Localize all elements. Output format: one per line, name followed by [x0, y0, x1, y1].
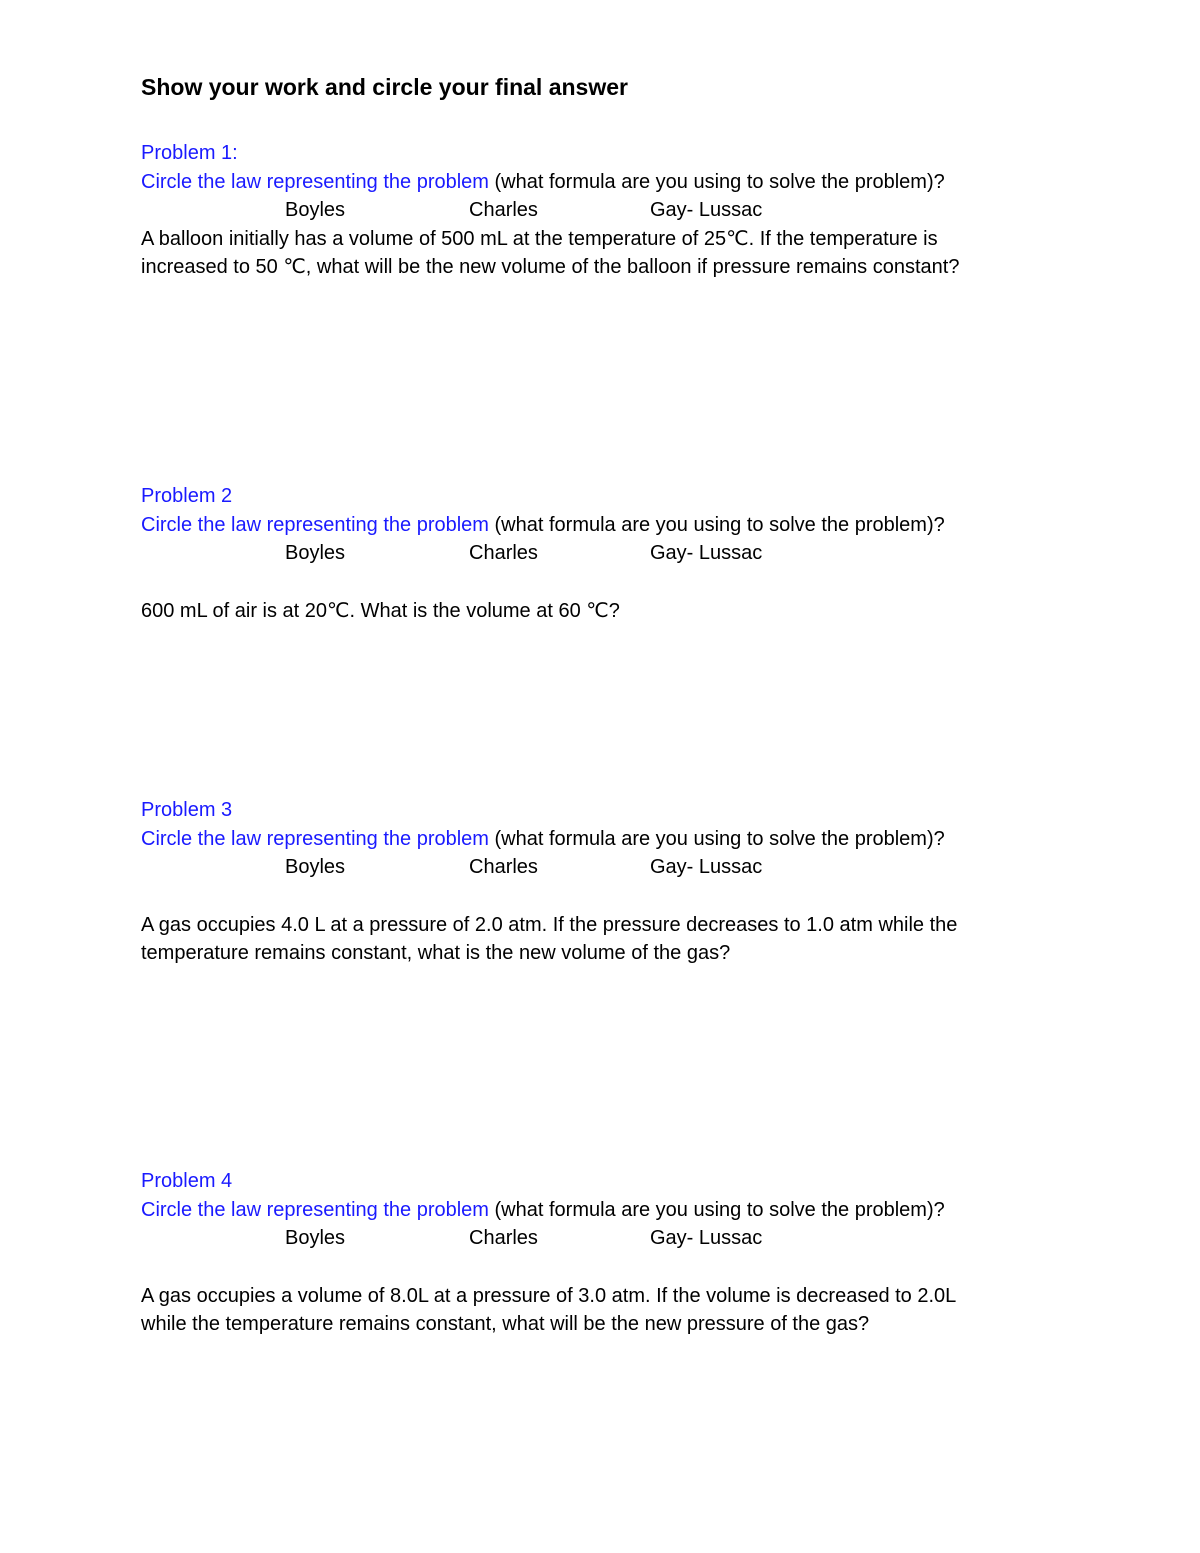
law-option-charles[interactable]: Charles — [469, 542, 538, 564]
law-option-charles[interactable]: Charles — [469, 199, 538, 221]
problem-3 — [141, 796, 1101, 968]
law-options — [141, 196, 1101, 225]
spacer — [141, 1253, 1101, 1282]
law-option-gay-lussac[interactable]: Gay- Lussac — [650, 199, 763, 221]
spacer — [141, 568, 1101, 597]
law-option-gay-lussac[interactable]: Gay- Lussac — [650, 856, 763, 878]
problem-title: Problem 4 — [141, 1170, 233, 1192]
law-options — [141, 853, 1101, 882]
question-line: 600 mL of air is at 20℃. What is the volume at 60 ℃? — [141, 599, 620, 622]
instruction-highlight: Circle the law representing the problem — [141, 827, 489, 850]
problem-title: Problem 1: — [141, 142, 238, 164]
instruction-text: (what formula are you using to solve the problem)? — [488, 513, 945, 536]
spacer — [141, 882, 1101, 911]
law-option-boyles[interactable]: Boyles — [285, 856, 346, 878]
question-line: A balloon initially has a volume of 500 mL at the temperature of 25℃. If the temperature is — [141, 227, 938, 250]
law-options — [141, 1224, 1101, 1253]
page-title: Show your work and circle your final answer — [141, 74, 628, 100]
question-line: while the temperature remains constant, what will be the new pressure of the gas? — [141, 1313, 870, 1335]
instruction-highlight: Circle the law representing the problem — [141, 170, 489, 193]
law-option-charles[interactable]: Charles — [469, 1227, 538, 1249]
problem-4 — [141, 1167, 1101, 1339]
law-option-boyles[interactable]: Boyles — [285, 542, 346, 564]
problem-2 — [141, 482, 1101, 625]
instruction-line — [141, 511, 1101, 540]
question-line: A gas occupies a volume of 8.0L at a pressure of 3.0 atm. If the volume is decreased to 2.0L — [141, 1284, 957, 1307]
instruction-text: (what formula are you using to solve the problem)? — [488, 1198, 945, 1221]
question-line: A gas occupies 4.0 L at a pressure of 2.0 atm. If the pressure decreases to 1.0 atm while the — [141, 913, 958, 936]
problem-title: Problem 3 — [141, 799, 233, 821]
instruction-highlight: Circle the law representing the problem — [141, 513, 489, 536]
instruction-text: (what formula are you using to solve the problem)? — [488, 170, 945, 193]
instruction-line — [141, 168, 1101, 197]
law-option-charles[interactable]: Charles — [469, 856, 538, 878]
instruction-line — [141, 825, 1101, 854]
law-option-gay-lussac[interactable]: Gay- Lussac — [650, 1227, 763, 1249]
question-line: temperature remains constant, what is the new volume of the gas? — [141, 942, 731, 964]
law-options — [141, 539, 1101, 568]
law-option-boyles[interactable]: Boyles — [285, 199, 346, 221]
instruction-text: (what formula are you using to solve the problem)? — [488, 827, 945, 850]
problem-1 — [141, 139, 1101, 282]
law-option-boyles[interactable]: Boyles — [285, 1227, 346, 1249]
law-option-gay-lussac[interactable]: Gay- Lussac — [650, 542, 763, 564]
question-line: increased to 50 ℃, what will be the new volume of the balloon if pressure remains constant? — [141, 256, 960, 278]
instruction-line — [141, 1196, 1101, 1225]
instruction-highlight: Circle the law representing the problem — [141, 1198, 489, 1221]
problem-title: Problem 2 — [141, 485, 233, 507]
